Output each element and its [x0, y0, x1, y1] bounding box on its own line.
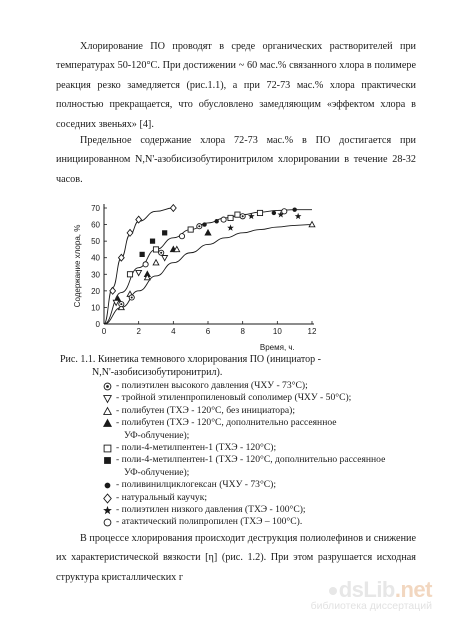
chart-points: [110, 205, 315, 310]
point-diamond-open: [110, 287, 116, 294]
point-star-filled: [295, 213, 302, 219]
point-triangle-up-filled: [205, 230, 211, 235]
legend-marker-circle-open: [104, 520, 111, 527]
legend-item: [102, 405, 432, 417]
legend-text-continuation: УФ-облучение);: [124, 429, 190, 441]
y-tick-label: 30: [91, 270, 100, 280]
point-circle-filled: [202, 222, 206, 226]
point-circle-open: [143, 262, 148, 267]
legend-symbol-triangle-down-open: [102, 393, 113, 404]
point-circle-filled: [214, 219, 218, 223]
legend-text: - полиэтилен низкого давления (ТХЭ - 100°С);: [116, 504, 306, 516]
paragraph-chlorination-conditions: Хлорирование ПО проводят в среде органических растворителей при температурах 50-120°С. При достижении ~ 60 мас.% связанного хлора в полимере реакция резко замедляется (рис.1.1), а при 72-73 мас.% хлора практически полностью прекращается, что обусловлено замедляющим «эффектом хлора в соседних звеньях» [4].: [56, 41, 416, 130]
x-tick-label: 2: [136, 327, 141, 336]
legend-symbol-triangle-up-filled: [102, 418, 113, 429]
chart-axes: [73, 204, 317, 352]
point-square-open: [228, 215, 233, 220]
legend-item: [102, 479, 432, 491]
legend-text: - полибутен (ТХЭ - 120°С, дополнительно рассеянное: [116, 417, 337, 429]
y-tick-label: 60: [91, 220, 100, 230]
point-diamond-open: [170, 205, 176, 212]
legend-item: [102, 417, 432, 442]
legend-text: - поли-4-метилпентен-1 (ТХЭ - 120°С, дополнительно рассеянное: [116, 454, 386, 466]
point-circle-open: [221, 217, 226, 222]
legend-symbol-circle-filled: [102, 480, 113, 491]
point-circle-filled: [292, 207, 296, 211]
point-star-filled: [227, 224, 234, 230]
point-square-open: [153, 247, 158, 252]
legend-item: [102, 492, 432, 504]
legend-text: - поливинилциклогексан (ЧХУ - 73°С);: [116, 479, 277, 491]
legend-item: [102, 516, 432, 528]
point-triangle-down-open: [162, 256, 168, 261]
legend-symbol-circle-dot: [102, 381, 113, 392]
point-circle-open: [282, 209, 287, 214]
y-tick-label: 70: [91, 204, 100, 213]
point-square-open: [235, 212, 240, 217]
y-tick-label: 50: [91, 237, 100, 247]
point-square-filled: [140, 252, 145, 257]
legend-text: - полиэтилен высокого давления (ЧХУ - 73°С);: [116, 380, 308, 391]
figure-legend: [102, 380, 432, 529]
legend-text: - натуральный каучук;: [116, 491, 208, 503]
legend-item: [102, 454, 432, 479]
point-triangle-down-open: [136, 270, 142, 275]
x-axis-label: Время, ч.: [259, 343, 295, 352]
y-tick-label: 10: [91, 303, 100, 313]
point-diamond-open: [127, 229, 133, 236]
legend-text-continuation: УФ-облучение);: [124, 466, 190, 478]
curve-lower: [104, 225, 312, 324]
legend-symbol-diamond-open: [102, 493, 113, 504]
figure-caption: [56, 353, 426, 379]
watermark-logo: dsLib.net: [311, 577, 432, 603]
legend-marker-diamond-open: [104, 494, 111, 503]
legend-marker-circle-filled: [105, 483, 111, 489]
legend-item: [102, 380, 432, 392]
x-tick-label: 8: [240, 327, 245, 336]
kinetics-chart-svg: [68, 196, 328, 356]
legend-marker-triangle-up-open: [104, 407, 111, 414]
point-circle-dot: [197, 224, 202, 229]
legend-marker-triangle-down-open: [104, 396, 111, 403]
point-circle-dot: [129, 295, 134, 300]
y-tick-label: 0: [95, 320, 100, 329]
legend-symbol-square-filled: [102, 455, 113, 466]
point-circle-dot: [119, 302, 124, 307]
figure-caption-title: Рис. 1.1. Кинетика темнового хлорирования ПО (инициатор -: [60, 354, 321, 365]
legend-marker-square-filled: [104, 458, 111, 465]
point-circle-open: [179, 234, 184, 239]
x-tick-label: 0: [101, 327, 107, 336]
x-tick-label: 4: [171, 327, 176, 336]
y-tick-label: 40: [91, 253, 100, 263]
kinetics-chart: [68, 196, 328, 356]
legend-symbol-star-filled: [102, 505, 113, 516]
point-triangle-up-open: [153, 260, 159, 265]
paragraph-chlorine-limit: Предельное содержание хлора 72-73 мас.% в ПО достигается при инициированном N,N'-азобисизобутиронитрилом хлорировании в течение 28-32 часов.: [56, 135, 416, 185]
point-square-filled: [162, 230, 167, 235]
point-square-open: [127, 272, 132, 277]
legend-item: [102, 504, 432, 516]
y-axis-label: Содержание хлора, %: [73, 224, 82, 308]
x-tick-label: 10: [272, 327, 282, 336]
legend-marker-square-open: [104, 445, 111, 452]
figure-caption-initiator: N,N'-азобисизобутиронитрил).: [92, 367, 223, 378]
watermark-subtitle: библиотека диссертаций: [310, 600, 432, 612]
x-tick-label: 12: [307, 327, 317, 336]
point-diamond-open: [136, 216, 142, 223]
legend-text: - полибутен (ТХЭ - 120°С, без инициатора);: [116, 404, 295, 416]
legend-marker-circle-dot: [104, 383, 111, 390]
legend-text: - поли-4-метилпентен-1 (ТХЭ - 120°С);: [116, 442, 277, 454]
point-square-open: [188, 227, 193, 232]
legend-symbol-triangle-up-open: [102, 406, 113, 417]
x-tick-label: 6: [205, 327, 211, 336]
legend-text: - тройной этиленпропиленовый сополимер (ЧХУ - 50°С);: [116, 392, 352, 404]
legend-item: [102, 442, 432, 454]
y-tick-label: 20: [91, 286, 100, 296]
legend-marker-triangle-up-filled: [104, 420, 111, 427]
point-square-filled: [150, 239, 155, 244]
point-circle-dot: [240, 214, 245, 219]
legend-item: [102, 392, 432, 404]
point-square-open: [257, 210, 262, 215]
legend-text: - атактический полипропилен (ТХЭ – 100°С).: [116, 516, 303, 528]
legend-marker-star-filled: [103, 506, 112, 514]
curve-rubber: [104, 208, 173, 324]
point-circle-dot: [159, 250, 164, 255]
watermark: [311, 577, 432, 612]
chart-curves: [104, 208, 312, 324]
legend-symbol-circle-open: [102, 517, 113, 528]
legend-symbol-square-open: [102, 443, 113, 454]
point-circle-filled: [272, 211, 276, 215]
paragraph-destruction: В процессе хлорирования происходит деструкция полиолефинов и снижение их характеристической вязкости [η] (рис. 1.2). При этом разрушается исходная структура кристаллических г: [56, 533, 416, 583]
